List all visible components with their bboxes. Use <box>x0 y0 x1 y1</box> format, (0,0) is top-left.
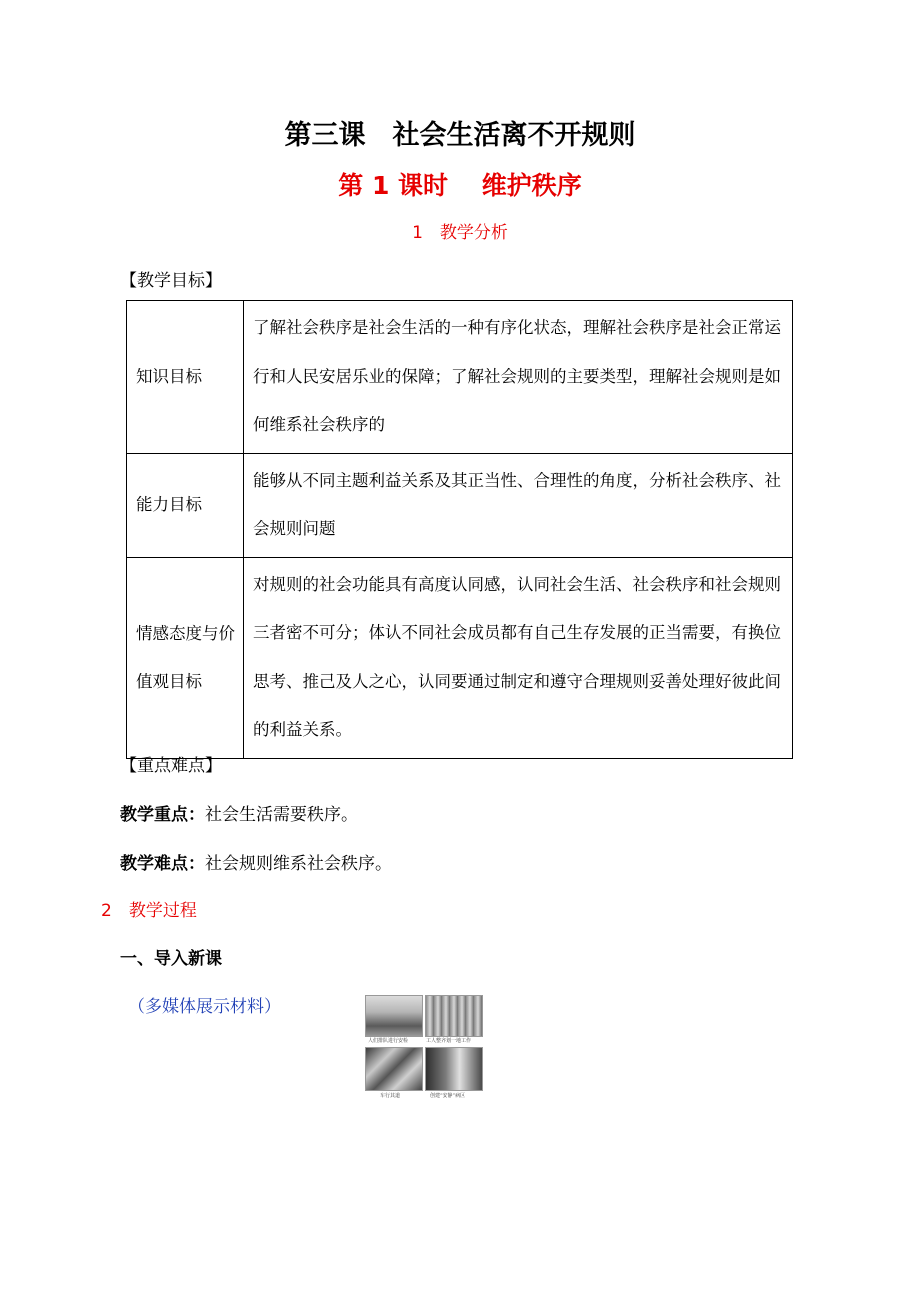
section-process-heading: 2 教学过程 <box>101 901 197 921</box>
photo-caption: 工人整齐划一地工作 <box>426 1038 472 1044</box>
lesson-title: 第三课 社会生活离不开规则 <box>284 120 636 151</box>
photo-traffic-intersection <box>365 1047 423 1091</box>
photo-security-queue <box>365 995 423 1037</box>
key-point <box>120 800 358 825</box>
difficult-point <box>120 849 392 874</box>
intro-heading: 一、导入新课 <box>120 949 222 969</box>
table-row <box>127 557 793 758</box>
period-title: 第 1 课时 维护秩序 <box>338 171 582 200</box>
table-row <box>127 453 793 557</box>
photo-caption: 创建“安静”病区 <box>430 1093 466 1099</box>
photo-workers-line <box>425 995 483 1037</box>
photo-quiet-ward <box>425 1047 483 1091</box>
difficult-point-text: 社会规则维系社会秩序。 <box>205 854 392 874</box>
multimedia-note: （多媒体展示材料） <box>128 997 281 1017</box>
goal-description-knowledge: 了解社会秩序是社会生活的一种有序化状态，理解社会秩序是社会正常运行和人民安居乐业的保障；了解社会规则的主要类型，理解社会规则是如何维系社会秩序的 <box>244 301 793 454</box>
section-analysis-heading: 1 教学分析 <box>412 223 508 243</box>
goal-category-ability: 能力目标 <box>127 453 244 557</box>
difficult-point-label: 教学难点： <box>120 854 205 874</box>
goal-description-ability: 能够从不同主题利益关系及其正当性、合理性的角度，分析社会秩序、社会规则问题 <box>244 453 793 557</box>
goals-table <box>126 300 793 759</box>
goal-category-attitude: 情感态度与价值观目标 <box>127 557 244 758</box>
goal-category-knowledge: 知识目标 <box>127 301 244 454</box>
key-point-label: 教学重点： <box>120 805 205 825</box>
photo-caption: 人们排队进行安检 <box>368 1038 409 1044</box>
goals-header: 【教学目标】 <box>120 271 222 291</box>
key-point-text: 社会生活需要秩序。 <box>205 805 358 825</box>
keypoints-header: 【重点难点】 <box>120 756 222 776</box>
photo-caption: 车行其道 <box>380 1093 401 1099</box>
table-row <box>127 301 793 454</box>
goal-description-attitude: 对规则的社会功能具有高度认同感，认同社会生活、社会秩序和社会规则三者密不可分；体认不同社会成员都有自己生存发展的正当需要，有换位思考、推己及人之心，认同要通过制定和遵守合理规则妥善处理好彼此间的利益关系。 <box>244 557 793 758</box>
multimedia-photo-collage <box>364 994 484 1102</box>
